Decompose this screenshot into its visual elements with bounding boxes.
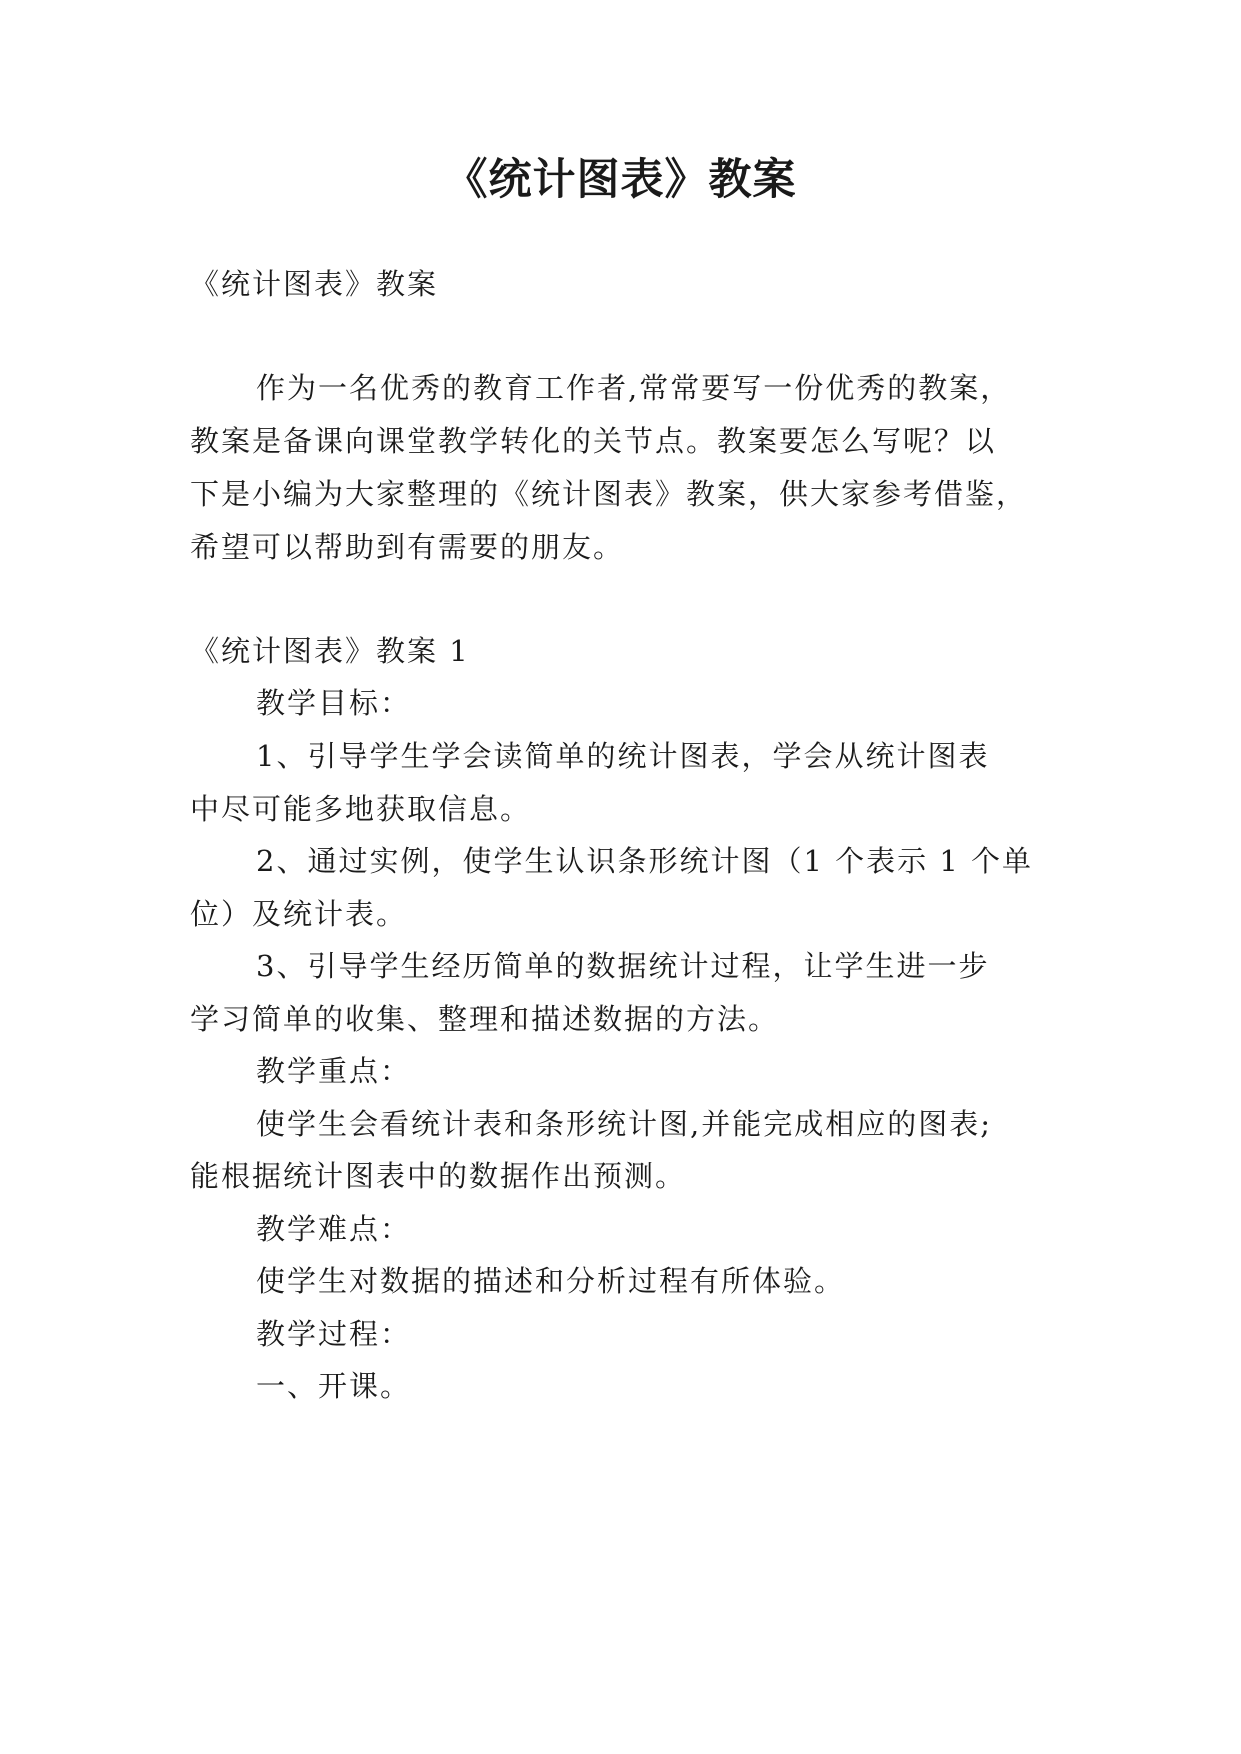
difficulty-label: 教学难点： [256, 1212, 412, 1246]
document-title: 《统计图表》教案 [444, 155, 797, 205]
goal-3-line-1: 3、引导学生经历简单的数据统计过程，让学生进一步 [256, 949, 990, 983]
key-points-label: 教学重点： [256, 1054, 412, 1088]
intro-line-2: 教案是备课向课堂教学转化的关节点。教案要怎么写呢？以 [190, 424, 997, 458]
intro-line-4: 希望可以帮助到有需要的朋友。 [190, 530, 625, 564]
difficulty-text: 使学生对数据的描述和分析过程有所体验。 [256, 1264, 846, 1298]
intro-line-1: 作为一名优秀的教育工作者,常常要写一份优秀的教案， [256, 371, 1012, 405]
process-step-1: 一、开课。 [256, 1369, 412, 1403]
goal-2-line-2: 位）及统计表。 [190, 897, 408, 931]
goal-1-line-2: 中尽可能多地获取信息。 [190, 792, 532, 826]
key-points-line-1: 使学生会看统计表和条形统计图,并能完成相应的图表; [256, 1107, 992, 1141]
goal-2-line-1: 2、通过实例，使学生认识条形统计图（1 个表示 1 个单 [256, 844, 1034, 878]
goal-3-line-2: 学习简单的收集、整理和描述数据的方法。 [190, 1002, 780, 1036]
goals-label: 教学目标： [256, 686, 412, 720]
intro-line-3: 下是小编为大家整理的《统计图表》教案，供大家参考借鉴， [190, 477, 1028, 511]
section-heading: 《统计图表》教案 1 [190, 634, 470, 668]
goal-1-line-1: 1、引导学生学会读简单的统计图表，学会从统计图表 [256, 739, 990, 773]
document-subtitle: 《统计图表》教案 [190, 267, 439, 301]
process-label: 教学过程： [256, 1317, 412, 1351]
key-points-line-2: 能根据统计图表中的数据作出预测。 [190, 1159, 687, 1193]
